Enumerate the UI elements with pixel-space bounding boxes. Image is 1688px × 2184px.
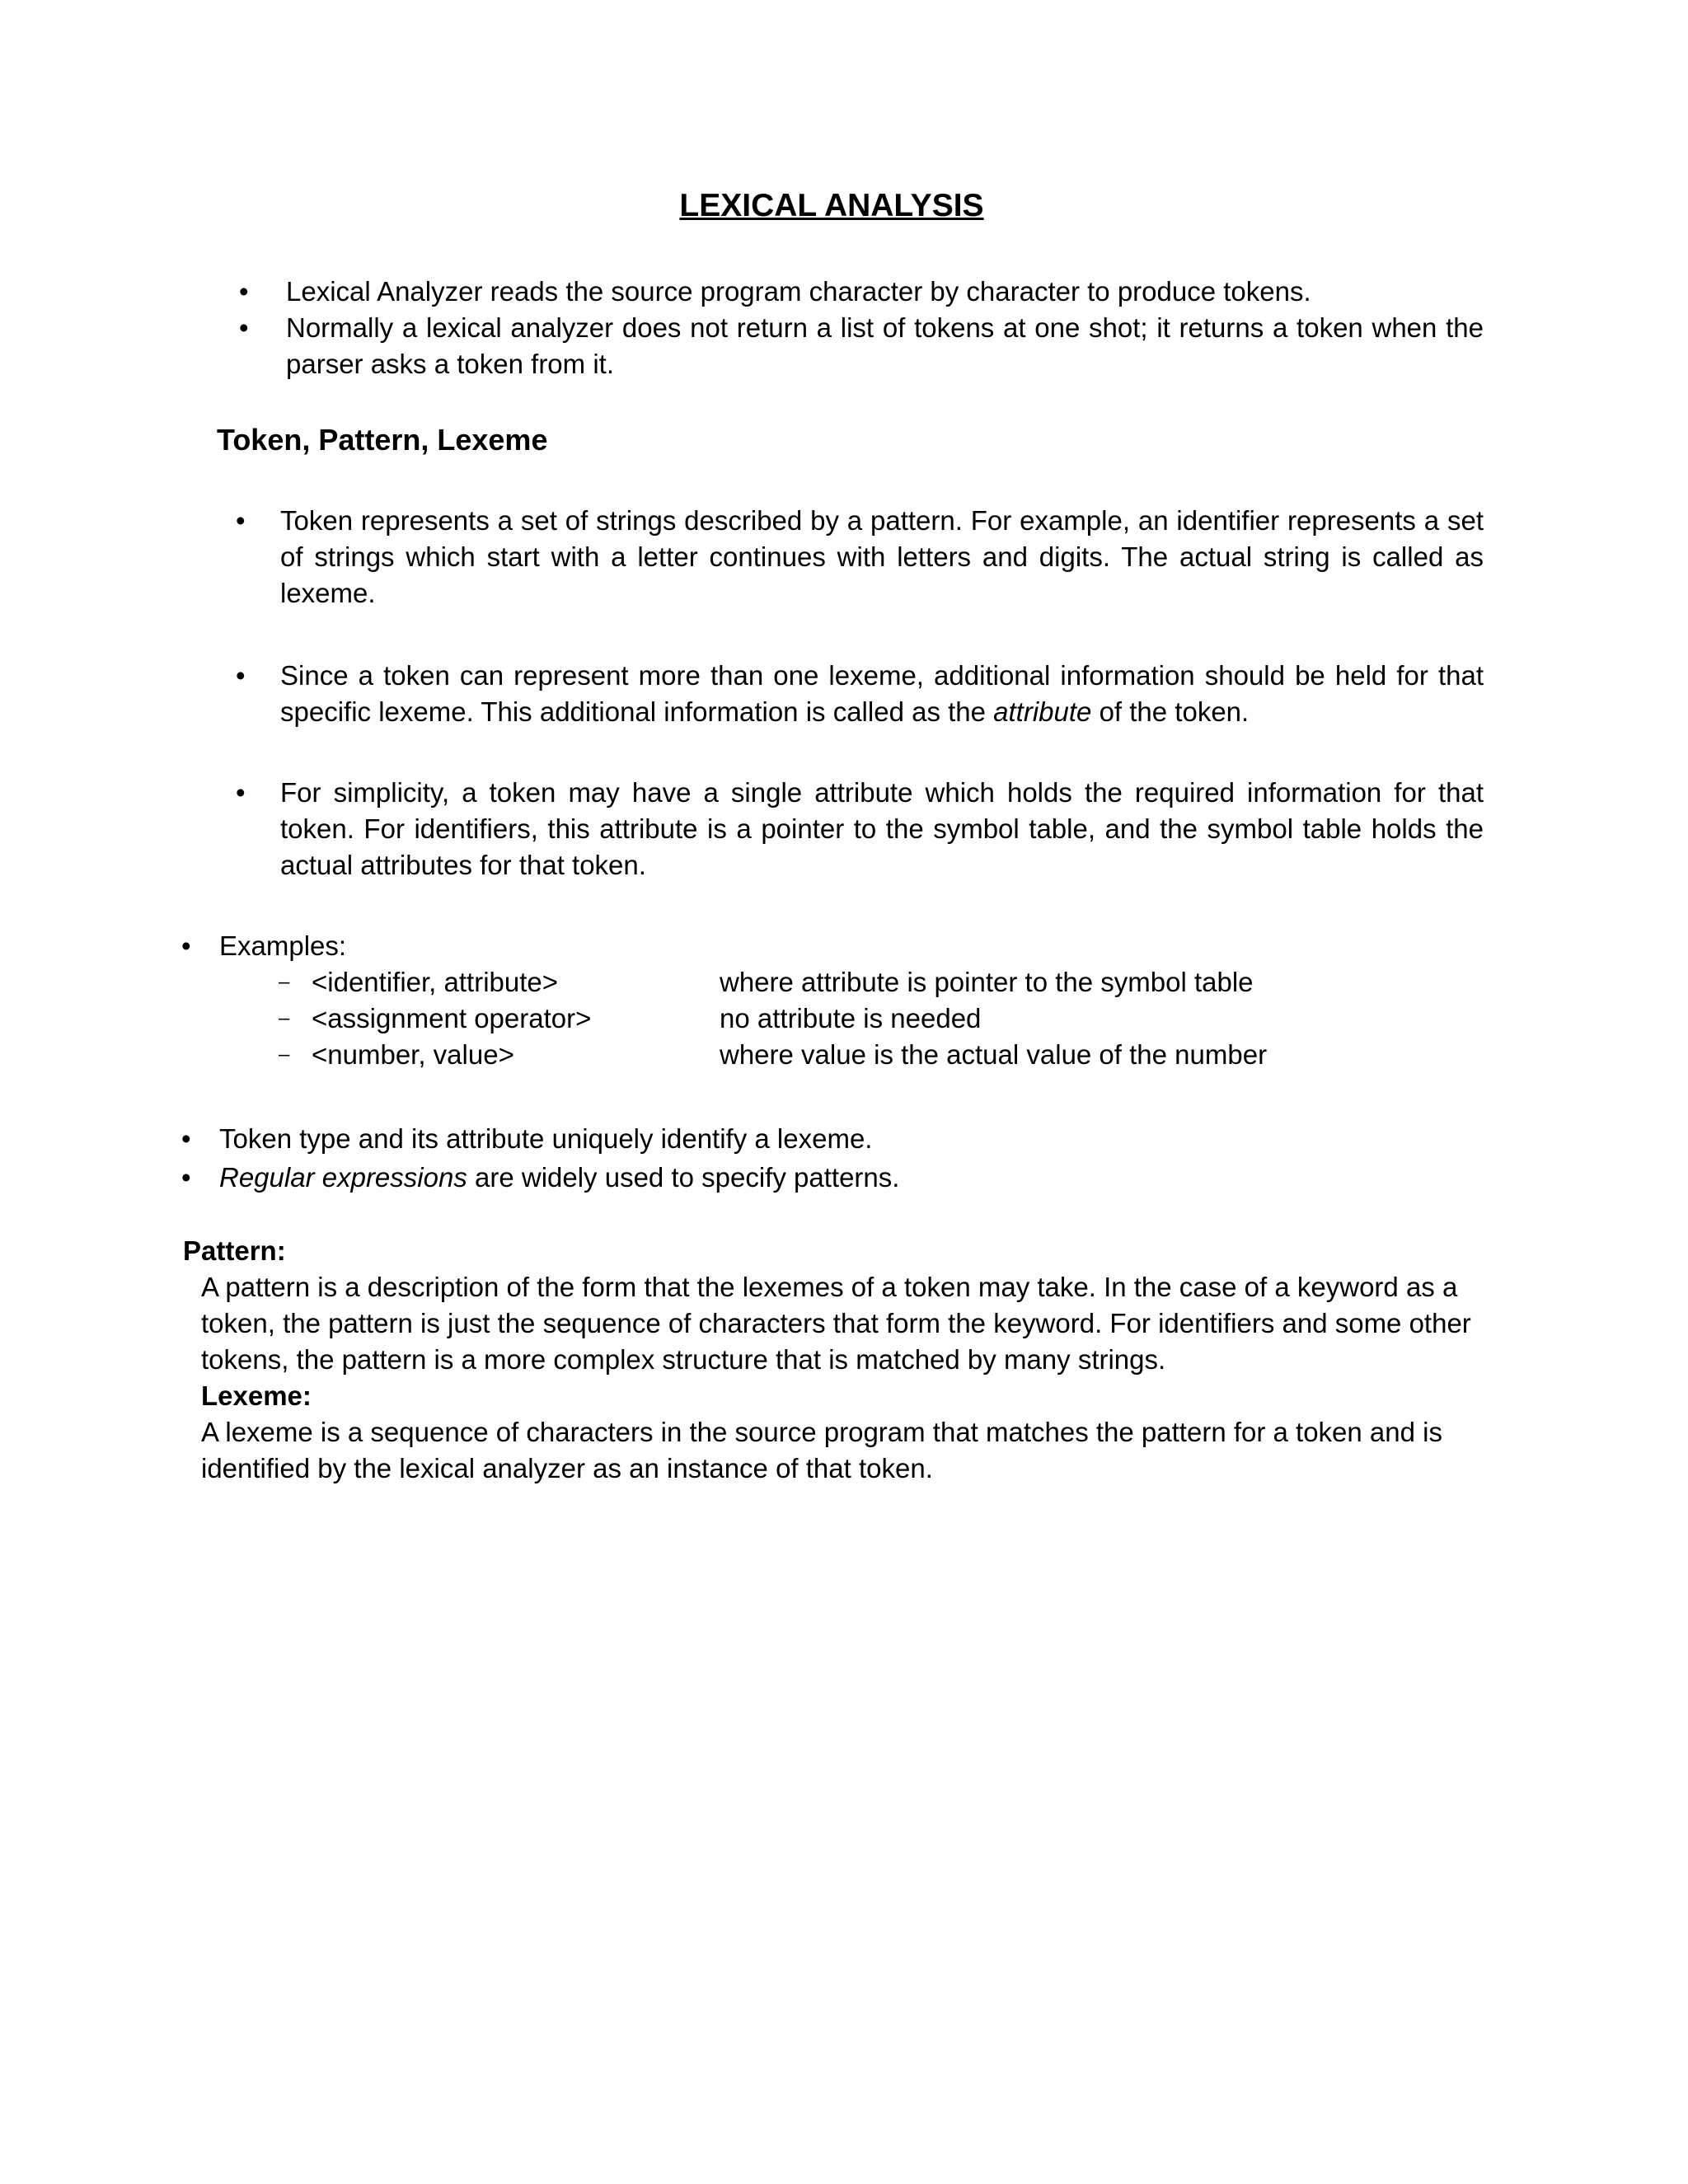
dash-icon: – bbox=[279, 1007, 290, 1029]
list-item bbox=[239, 310, 1484, 382]
examples-list bbox=[279, 964, 1350, 1073]
section-heading: Token, Pattern, Lexeme bbox=[217, 423, 548, 457]
more-bullets bbox=[181, 1121, 1418, 1196]
intro-bullet-list bbox=[239, 274, 1484, 382]
list-item bbox=[181, 1121, 1418, 1157]
bullet-icon: • bbox=[181, 1162, 191, 1193]
token-bullet-3 bbox=[236, 775, 1484, 883]
list-item bbox=[279, 1037, 1350, 1073]
bullet-text: Regular expressions are widely used to specify patterns. bbox=[219, 1162, 900, 1193]
bullet-icon: • bbox=[236, 660, 246, 691]
intro-bullet-text: Normally a lexical analyzer does not return a list of tokens at one shot; it returns a token when the parser asks a token from it. bbox=[286, 312, 1484, 379]
pattern-text: A pattern is a description of the form that the lexemes of a token may take. In the case of a keyword as a token, the pattern is just the sequence of characters that form the keyword. For identifiers and some other tokens, the pattern is a more complex structure that is matched by many strings. bbox=[201, 1272, 1471, 1375]
example-token: <number, value> bbox=[312, 1039, 514, 1070]
pattern-heading: Pattern: bbox=[183, 1235, 286, 1266]
bullet-icon: • bbox=[239, 276, 249, 307]
bullet-icon: • bbox=[236, 777, 246, 808]
bullet-icon: • bbox=[236, 505, 246, 536]
token-bullet-2 bbox=[236, 658, 1484, 730]
list-item bbox=[181, 1160, 1418, 1196]
bullet-icon: • bbox=[239, 312, 249, 343]
example-token: <assignment operator> bbox=[312, 1003, 592, 1033]
example-desc: where value is the actual value of the number bbox=[720, 1039, 1268, 1070]
list-item bbox=[279, 964, 1350, 1001]
token-bullet-text: Since a token can represent more than one lexeme, additional information should be held for that specific lexeme. This additional information is called as the attribute of the token. bbox=[280, 660, 1484, 727]
example-desc: where attribute is pointer to the symbol table bbox=[720, 967, 1254, 997]
bullet-text: Token type and its attribute uniquely identify a lexeme. bbox=[219, 1123, 873, 1154]
example-token: <identifier, attribute> bbox=[312, 967, 559, 997]
bullet-icon: • bbox=[181, 1123, 191, 1154]
token-bullet-text: For simplicity, a token may have a single attribute which holds the required information for that token. For identifiers, this attribute is a pointer to the symbol table, and the symbol table holds the actual attributes for that token. bbox=[280, 777, 1484, 880]
example-desc: no attribute is needed bbox=[720, 1003, 982, 1033]
token-bullet-1 bbox=[236, 503, 1484, 612]
regex-term: Regular expressions bbox=[219, 1162, 467, 1193]
dash-icon: – bbox=[279, 971, 290, 993]
intro-bullet-text: Lexical Analyzer reads the source program character by character to produce tokens. bbox=[286, 276, 1311, 307]
token-bullet-text: Token represents a set of strings described by a pattern. For example, an identifier represents a set of strings which start with a letter continues with letters and digits. The actual string is called as lexeme. bbox=[280, 505, 1484, 608]
dash-icon: – bbox=[279, 1043, 290, 1066]
list-item bbox=[279, 1001, 1350, 1037]
bullet-icon: • bbox=[181, 930, 191, 961]
attribute-term: attribute bbox=[993, 696, 1092, 727]
list-item bbox=[239, 274, 1484, 310]
lexeme-text: A lexeme is a sequence of characters in the source program that matches the pattern for a token and is identified by the lexical analyzer as an instance of that token. bbox=[201, 1417, 1442, 1483]
examples-bullet bbox=[181, 928, 1335, 964]
pattern-section bbox=[183, 1233, 1493, 1487]
page-title: LEXICAL ANALYSIS bbox=[679, 188, 984, 223]
lexeme-heading: Lexeme: bbox=[201, 1380, 312, 1411]
examples-label: Examples: bbox=[219, 930, 347, 961]
